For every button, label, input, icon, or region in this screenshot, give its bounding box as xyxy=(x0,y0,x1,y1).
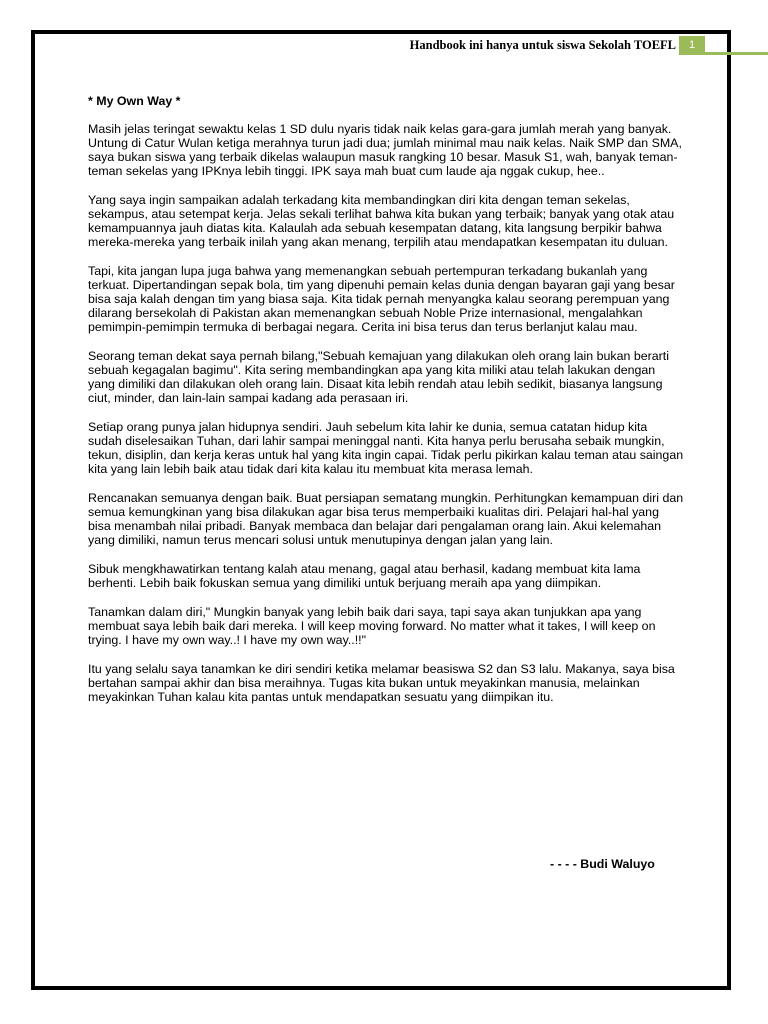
paragraph: Sibuk mengkhawatirkan tentang kalah atau menang, gagal atau berhasil, kadang membuat kita lama berhenti. Lebih baik fokuskan semua yang dimiliki untuk berjuang meraih apa yang diimpikan. xyxy=(88,562,641,590)
header-title: Handbook ini hanya untuk siswa Sekolah TOEFL xyxy=(409,38,676,52)
paragraph: Seorang teman dekat saya pernah bilang,"Sebuah kemajuan yang dilakukan oleh orang lain bukan berarti sebuah kegagalan bagimu". Kita sering membandingkan apa yang kita miliki atau telah lakukan dengan yang dimiliki dan dilakukan oleh orang lain. Disaat kita lebih rendah atau lebih sedikit, biasanya langsung ciut, minder, dan lain-lain sampai kadang ada perasaan iri. xyxy=(88,349,669,405)
header-accent-rule xyxy=(679,52,768,55)
page-number: 1 xyxy=(679,36,705,55)
paragraph: Setiap orang punya jalan hidupnya sendiri. Jauh sebelum kita lahir ke dunia, semua catatan hidup kita sudah diselesaikan Tuhan, dari lahir sampai meninggal nanti. Kita hanya perlu berusaha sebaik mungkin, tekun, disiplin, dan kerja keras untuk hal yang kita ingin capai. Tidak perlu pikirkan kalau teman atau saingan kita yang lain lebih baik atau tidak dari kita kalau itu membuat kita merasa lemah. xyxy=(88,420,684,476)
author-signature: - - - - Budi Waluyo xyxy=(550,857,655,871)
paragraph: Masih jelas teringat sewaktu kelas 1 SD dulu nyaris tidak naik kelas gara-gara jumlah merah yang banyak. Untung di Catur Wulan ketiga merahnya turun jadi dua; jumlah minimal mau naik kelas. Naik SMP dan SMA, saya bukan siswa yang terbaik dikelas walaupun masuk rangking 10 besar. Masuk S1, wah, banyak teman-teman sekelas yang IPKnya lebih tinggi. IPK saya mah buat cum laude aja nggak cukup, hee.. xyxy=(88,122,682,178)
document-body xyxy=(88,94,684,719)
paragraph: Itu yang selalu saya tanamkan ke diri sendiri ketika melamar beasiswa S2 dan S3 lalu. Makanya, saya bisa bertahan sampai akhir dan bisa meraihnya. Tugas kita bukan untuk meyakinkan manusia, melainkan meyakinkan Tuhan kalau kita pantas untuk mendapatkan sesuatu yang diimpikan itu. xyxy=(88,662,675,704)
paragraph: Tanamkan dalam diri," Mungkin banyak yang lebih baik dari saya, tapi saya akan tunjukkan apa yang membuat saya lebih baik dari mereka. I will keep moving forward. No matter what it takes, I will keep on trying. I have my own way..! I have my own way..!!" xyxy=(88,605,656,647)
paragraph: Tapi, kita jangan lupa juga bahwa yang memenangkan sebuah pertempuran terkadang bukanlah yang terkuat. Dipertandingan sepak bola, tim yang dipenuhi pemain kelas dunia dengan bayaran gaji yang besar bisa saja kalah dengan tim yang biasa saja. Kita tidak pernah menyangka kalau seorang perempuan yang dilarang bersekolah di Pakistan akan memenangkan sebuah Noble Prize internasional, mengalahkan pemimpin-pemimpin termuka di berbagai negara. Cerita ini bisa terus dan terus berlanjut kalau mau. xyxy=(88,264,675,334)
document-title: * My Own Way * xyxy=(88,94,181,108)
paragraph: Yang saya ingin sampaikan adalah terkadang kita membandingkan diri kita dengan teman sekelas, sekampus, atau setempat kerja. Jelas sekali terlihat bahwa kita bukan yang terbaik; banyak yang otak atau kemampuannya jauh diatas kita. Kalaulah ada sebuah kesempatan datang, kita langsung berpikir bahwa mereka-mereka yang terbaik inilah yang akan menang, terpilih atau mendapatkan kesempatan itu duluan. xyxy=(88,193,675,249)
paragraph: Rencanakan semuanya dengan baik. Buat persiapan sematang mungkin. Perhitungkan kemampuan diri dan semua kemungkinan yang bisa dilakukan agar bisa terus memperbaiki kualitas diri. Pelajari hal-hal yang bisa menambah nilai pribadi. Banyak membaca dan belajar dari pengalaman orang lain. Akui kelemahan yang dimiliki, namun terus mencari solusi untuk menutupinya dengan jalan yang lain. xyxy=(88,491,684,547)
